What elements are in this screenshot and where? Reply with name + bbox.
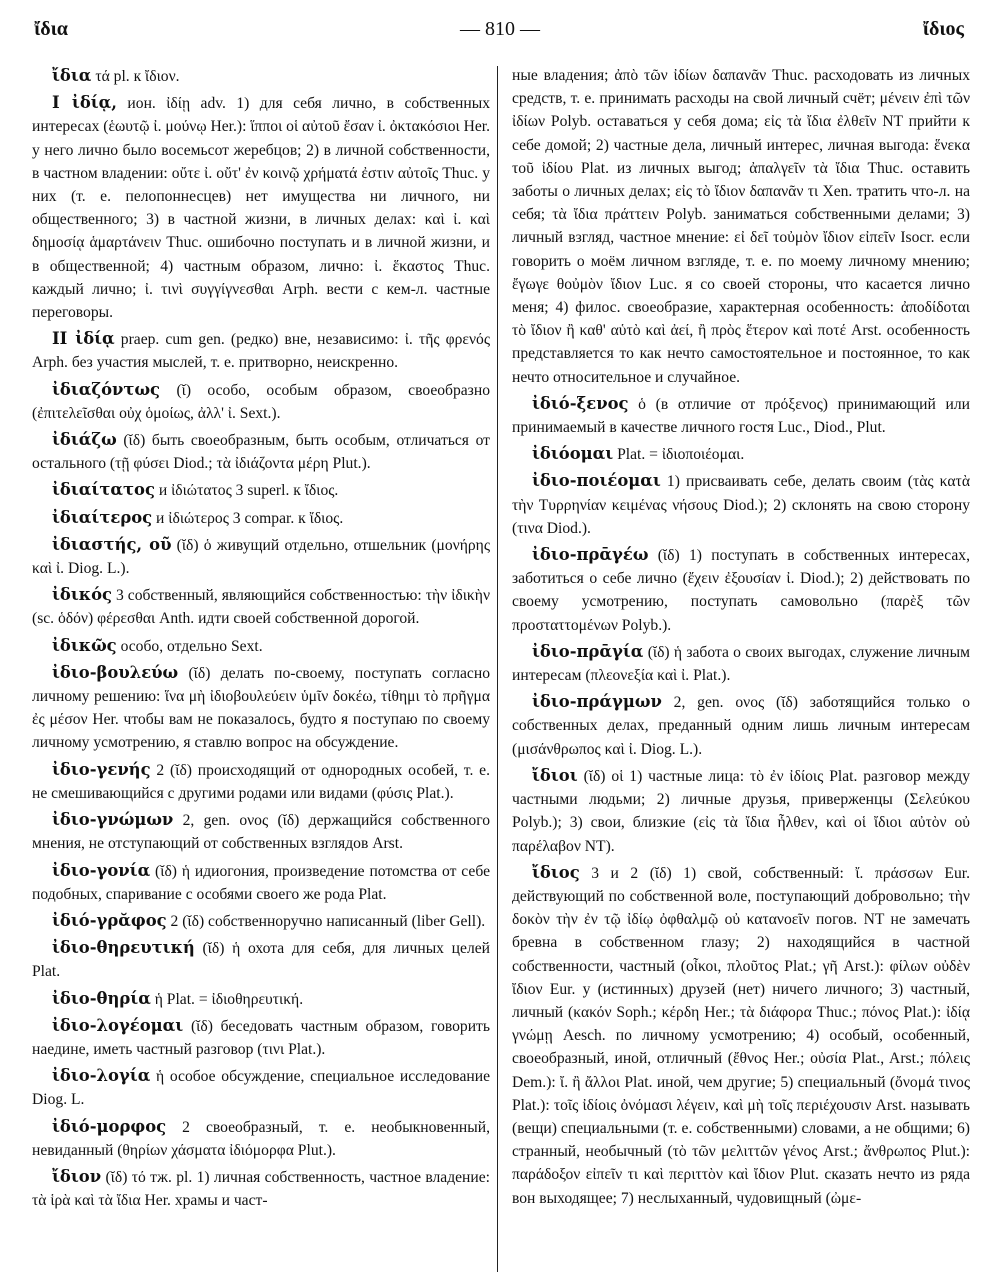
entry-definition: 2 (ῐδ) собственноручно написанный (liber Gell). <box>166 912 486 930</box>
entry-headword: ἰδιο-γενής <box>52 759 151 779</box>
entry-definition: (ῐ) особо, особым образом, своеобразно (ἐπιτελεῖσθαι οὐχ ὁμοίως, ἀλλ' ἰ. Sext.). <box>32 381 490 422</box>
entry-definition: 3 собственный, являющийся собственностью: τὴν ἰδικὴν (sc. ὁδόν) φέρεσθαι Anth. идти своей собственной дорогой. <box>32 587 490 628</box>
dictionary-entry <box>32 1165 490 1212</box>
dictionary-entry <box>512 469 970 540</box>
entry-headword: ἰδιο-πρᾱγία <box>532 641 644 661</box>
entry-headword: ἰδιο-λογία <box>52 1066 151 1086</box>
dictionary-entry <box>32 1014 490 1061</box>
entry-headword: ἰδιο-ποιέομαι <box>532 471 661 491</box>
dictionary-entry <box>512 392 970 439</box>
entry-definition: praep. cum gen. (редко) вне, независимо: ἰ. τῆς φρενός Arph. без участия мыслей, т. е. притворно, неискренно. <box>32 331 490 372</box>
entry-definition: 2, gen. ονος (ῐδ) держащийся собственного мнения, не отступающий от собственных взглядов Arst. <box>32 812 490 853</box>
left-column <box>32 64 490 1274</box>
dictionary-entry <box>32 909 490 933</box>
entry-headword: ἰδιο-θηρία <box>52 988 151 1008</box>
dictionary-entry <box>32 1064 490 1111</box>
dictionary-entry <box>512 442 970 466</box>
entry-headword: II ἰδίᾳ <box>52 329 115 349</box>
entry-definition: (ῐδ) οἱ 1) частные лица: τὸ ἐν ἰδίοις Plat. разговор между частными людьми; 2) личные друзья, приверженцы (Σελεύκου Polyb.); 3) свои, близкие (εἰς τὰ ἴδια ἦλθεν, καὶ οἱ ἴδιοι αὐτὸν οὐ παρέλαβον NT). <box>512 767 970 855</box>
entry-headword: ἰδιαζόντως <box>52 379 161 399</box>
entry-definition: ἡ особое обсуждение, специальное исследование Diog. L. <box>32 1068 490 1109</box>
entry-headword: ἰδιαίτατος <box>52 480 155 500</box>
entry-headword: I ἰδίᾳ, <box>52 93 118 113</box>
dictionary-entry <box>512 764 970 858</box>
entry-definition: и ἰδιώτατος 3 superl. к ἴδιος. <box>154 482 339 500</box>
dictionary-entry <box>32 808 490 855</box>
entry-definition: (ῐδ) быть своеобразным, быть особым, отличаться от остального (τῇ φύσει Diod.; τὰ ἰδιάζοντα μέρη Plut.). <box>32 432 490 473</box>
entry-headword: ἰδιο-λογέομαι <box>52 1015 184 1035</box>
dictionary-entry <box>512 64 970 389</box>
entry-headword: ἰδιο-βουλεύω <box>52 662 179 682</box>
dictionary-entry <box>512 861 970 1210</box>
dictionary-entry <box>32 378 490 425</box>
entry-headword: ἰδιο-θηρευτική <box>52 938 195 958</box>
dictionary-entry <box>32 859 490 906</box>
entry-headword: ἴδιον <box>52 1166 102 1186</box>
dictionary-entry <box>32 533 490 580</box>
dictionary-entry <box>32 327 490 374</box>
dictionary-entry <box>32 661 490 755</box>
entry-definition: Plat. = ἰδιοποιέομαι. <box>613 446 745 464</box>
dictionary-entry <box>32 634 490 658</box>
column-divider <box>497 66 498 1272</box>
entry-definition: (ῐδ) делать по-своему, поступать согласно личному решению: ἵνα μὴ ἰδιοβουλεύειν ὑμῖν δοκέω, τίθημι τὸ πρῆγμα ἐς μέσον Her. чтобы вам не показалось, будто я поступаю по своему личному усмотрению, я ставлю вопрос на обсуждение. <box>32 664 490 752</box>
entry-definition: τά pl. к ἴδιον. <box>91 68 180 85</box>
entry-definition: ὁ (в отличие от πρόξενος) принимающий или принимаемый в качестве личного гостя Luc., Diod., Plut. <box>512 395 970 437</box>
entry-headword: ἰδιάζω <box>52 430 117 450</box>
right-column <box>512 64 970 1274</box>
dictionary-entry <box>512 543 970 637</box>
entry-definition: (ῐδ) ὁ живущий отдельно, отшельник (μονήρης καὶ ἰ. Diog. L.). <box>32 536 490 578</box>
dictionary-entry <box>32 506 490 530</box>
entry-headword: ἰδιό-ξενος <box>532 393 629 413</box>
entry-definition: 3 и 2 (ῐδ) 1) свой, собственный: ἴ. πράσσων Eur. действующий по собственной воле, поступающий добровольно; τὴν δοκὸν τὴν ἐν τῷ ἰδίῳ ὀφθαλμῷ οὐ κατανοεῖν погов. NT не замечать бревна в собственном глазу; 2) находящийся в частной собственности, частный (οἶκοι, πλοῦτος Plat.; γῆ Arst.): φίλων οὐδὲν ἴδιον Eur. у (истинных) друзей (нет) ничего личного; 3) частный, личный (κακόν Soph.; κέρδη Her.; τὰ διάφορα Thuc.; πόνος Plat.): ἰδίᾳ γνώμῃ Aesch. по личному усмотрению; 4) особый, особенный, своеобразный, иной, отличный (ἔθνος Her.; οὐσία Plat., Arst.; πόλεις Dem.): ἴ. ἢ ἄλλοι Plat. иной, чем другие; 5) специальный (ὄνομά τινος Plat.): τοῖς ἰδίοις ὀνόμασι λέγειν, καὶ μὴ τοῖς περιέχουσιν Arst. называть (вещи) специальными (т. е. собственными) словами, а не общими; 6) странный, необычный (τὸ τῶν μελιττῶν γένος Arst.; ἄνθρωπος Plut.): παράδοξον εἰπεῖν τι καὶ περιττὸν καὶ ἴδιον Plut. сказать нечто из ряда вон выходящее; 7) неслыханный, чудовищный (ὠμε- <box>512 864 970 1207</box>
entry-definition: особо, отдельно Sext. <box>116 637 263 655</box>
dictionary-entry <box>512 690 970 761</box>
dictionary-entry <box>32 428 490 475</box>
dictionary-entry <box>32 91 490 324</box>
entry-definition: ион. ἰδίῃ adv. 1) для себя лично, в собственных интересах (ἑωυτῷ ἰ. μούνῳ Her.): ἵπποι οἱ αὐτοῦ ἔσαν ἰ. ὀκτακόσιοι Her. у него лично было восемьсот жеребцов; 2) в личной собственности, в частном владении: οὔτε ἰ. οὔτ' ἐν κοινῷ χρήματά ἐστιν αὐτοῖς Thuc. у них (т. е. пелопоннесцев) нет имущества ни личного, ни общественного; 3) в частной жизни, в личных делах: καὶ ἰ. καὶ δημοσίᾳ ἁμαρτάνειν Thuc. ошибочно поступать и в личной жизни, и в общественной; 4) частным образом, лично: ἰ. ἕκαστος Thuc. каждый лично; ἰ. τινὶ συγγίγνεσθαι Arph. вести с кем-л. частные переговоры. <box>32 95 490 322</box>
entry-definition: (ῐδ) беседовать частным образом, говорить наедине, иметь частный разговор (τινι Plat.). <box>32 1017 490 1058</box>
entry-headword: ἰδιόομαι <box>532 444 614 464</box>
running-head-right: ἴδιος <box>922 18 964 40</box>
entry-definition: ἡ Plat. = ἰδιοθηρευτική. <box>150 990 304 1008</box>
entry-definition: 2, gen. ονος (ῐδ) заботящийся только о собственных делах, преданный одним лишь личным интересам (μισάνθρωπος καὶ ἰ. Diog. L.). <box>512 694 970 758</box>
entry-headword: ἰδιο-πρᾱγέω <box>532 545 649 565</box>
dictionary-entry <box>32 1115 490 1162</box>
entry-definition: (ῐδ) 1) поступать в собственных интересах, заботиться о себе лично (ἔχειν ἐξουσίαν ἰ. Diod.); 2) действовать по своему усмотрению, поступать самовольно (παρὲξ τῶν προσταττομένων Polyb.). <box>512 547 970 634</box>
entry-headword: ἴδιος <box>532 862 580 882</box>
dictionary-entry <box>512 640 970 687</box>
entry-headword: ἰδιό-γρᾰφος <box>52 910 167 930</box>
page-number: — 810 — <box>460 18 540 40</box>
entry-headword: ἰδικός <box>52 585 112 605</box>
dictionary-entry <box>32 758 490 805</box>
entry-headword: ἴδια <box>52 66 92 85</box>
entry-definition: ные владения; ἀπὸ τῶν ἰδίων δαπανᾶν Thuc. расходовать из личных средств, т. е. принимать расходы на свой личный счёт; μένειν ἐπὶ τῶν ἰδίων Polyb. оставаться у себя дома; εἰς τὰ ἴδια ἐλθεῖν NT прийти к себе домой; 2) частные дела, личный интерес, личная выгода: ἕνεκα τοῦ ἰδίου Plat. из личных выгод; ἀπαλγεῖν τὰ ἴδια Thuc. оставить заботы о личных делах; εἰς τὸ ἴδιον δαπανᾶν τι Xen. тратить что-л. на себя; τὰ ἴδια πράττειν Polyb. заниматься собственными делами; 3) личный взгляд, частное мнение: εἰ δεῖ τοὐμὸν ἴδιον εἰπεῖν Isocr. если говорить о моём личном взгляде, т. е. по моему личному мнению; ἔγωγε θοὐμὸν ἴδιον Luc. я со своей стороны, что касается лично меня; 4) филос. своеобразие, характерная особенность: ἀποδίδοται τὸ ἴδιον ἢ καθ' αὑτὸ καὶ ἀεί, ἢ πρὸς ἕτερον καὶ ποτέ Arst. особенность представляется то как нечто самостоятельное и постоянное, то как нечто относительное и случайное. <box>512 67 970 386</box>
entry-headword: ἰδιο-πράγμων <box>532 692 662 712</box>
entry-definition: (ῐδ) ἡ охота для себя, для личных целей Plat. <box>32 940 490 981</box>
entry-headword: ἰδιαίτερος <box>52 507 153 527</box>
entry-definition: 2 своеобразный, т. е. необыкновенный, невиданный (θηρίων χάσματα ἰδιόμορφα Plut.). <box>32 1118 490 1159</box>
entry-headword: ἰδιό-μορφος <box>52 1116 167 1136</box>
entry-definition: и ἰδιώτερος 3 compar. к ἴδιος. <box>152 509 344 527</box>
dictionary-entry <box>32 583 490 630</box>
entry-headword: ἰδικῶς <box>52 635 117 655</box>
entry-definition: (ῐδ) τό тж. pl. 1) личная собственность, частное владение: τὰ ἱρὰ καὶ τὰ ἴδια Her. храмы и част- <box>32 1168 490 1210</box>
dictionary-entry <box>32 64 490 88</box>
entry-definition: (ῐδ) ἡ забота о своих выгодах, служение личным интересам (πλεονεξία καὶ ἰ. Plat.). <box>512 643 970 685</box>
entry-definition: (ῐδ) ἡ идиогония, произведение потомства от себе подобных, спаривание с особями своего же рода Plat. <box>32 862 490 903</box>
entry-definition: 2 (ῐδ) происходящий от однородных особей, т. е. не смешивающийся с другими родами или видами (φύσις Plat.). <box>32 761 490 802</box>
dictionary-entry <box>32 936 490 983</box>
entry-definition: 1) присваивать себе, делать своим (τὰς κατὰ τὴν Τυρρηνίαν κειμένας νήσους Diod.); 2) склонять на свою сторону (τινα Diod.). <box>512 473 970 537</box>
entry-headword: ἰδιο-γνώμων <box>52 810 174 830</box>
dictionary-entry <box>32 478 490 502</box>
running-head-left: ἴδια <box>34 18 68 40</box>
dictionary-entry <box>32 987 490 1011</box>
entry-headword: ἰδιαστής, οῦ <box>52 534 172 554</box>
entry-headword: ἴδιοι <box>532 765 578 785</box>
entry-headword: ἰδιο-γονία <box>52 860 151 880</box>
